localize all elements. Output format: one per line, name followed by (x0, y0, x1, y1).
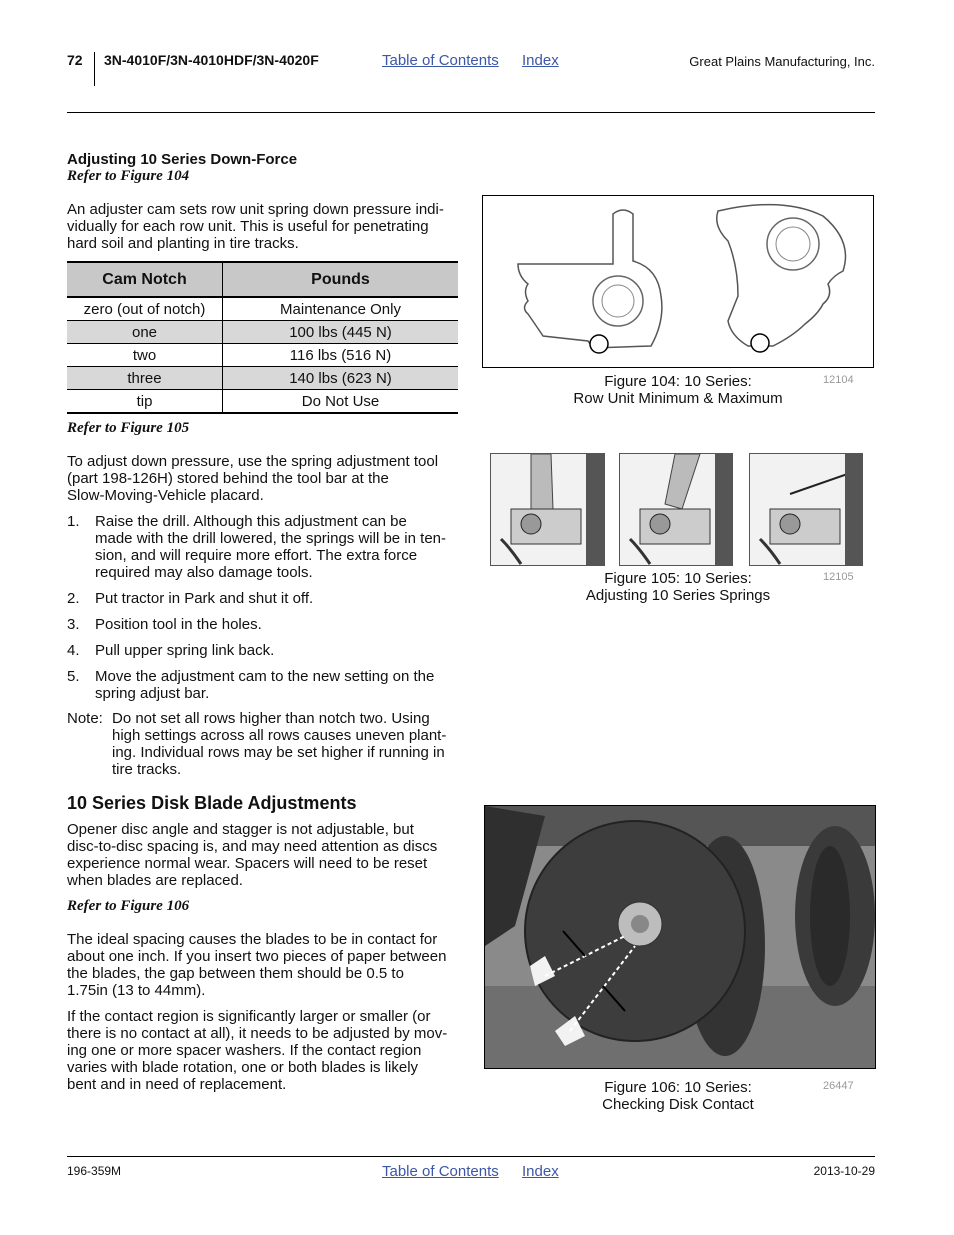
text-line: ing. Individual rows may be set higher if running in (112, 744, 445, 761)
text-line: hard soil and planting in tire tracks. (67, 235, 299, 252)
spring-photo (620, 454, 732, 565)
section-heading-down-force: Adjusting 10 Series Down-Force (67, 151, 298, 168)
table-cell: 116 lbs (516 N) (223, 344, 459, 367)
text-line: there is no contact at all), it needs to be adjusted by mov- (67, 1025, 448, 1042)
caption-line: Figure 104: 10 Series: (604, 373, 752, 390)
footer-rule (67, 1156, 875, 1157)
table-cell: 140 lbs (623 N) (223, 367, 459, 390)
caption-line: Checking Disk Contact (602, 1096, 754, 1113)
text-line: disc-to-disc spacing is, and may need attention as discs (67, 838, 438, 855)
text-line: the blades, the gap between them should be 0.5 to (67, 965, 404, 982)
header-rule (67, 112, 875, 113)
index-link[interactable]: Index (522, 52, 559, 69)
caption-line: Figure 106: 10 Series: (604, 1079, 752, 1096)
caption-line: Row Unit Minimum & Maximum (573, 390, 783, 407)
cam-notch-table (67, 261, 458, 414)
disk-paragraph-3 (67, 1008, 458, 1093)
figure-104-caption (482, 373, 874, 407)
text-line: Position tool in the holes. (95, 616, 262, 633)
text-line: Opener disc angle and stagger is not adjustable, but (67, 821, 414, 838)
footer-toc-link[interactable]: Table of Contents (382, 1163, 499, 1180)
figure-reference: Refer to Figure 106 (67, 898, 190, 914)
disk-contact-photo (485, 806, 875, 1068)
figure-105-caption (482, 570, 874, 604)
figure-105-photo-3 (749, 453, 863, 566)
caption-line: Figure 105: 10 Series: (604, 570, 752, 587)
header-divider (94, 52, 95, 86)
text-line: spring adjust bar. (95, 685, 210, 702)
text-line: vidually for each row unit. This is useful for penetrating (67, 218, 429, 235)
spring-photo (750, 454, 862, 565)
list-item (67, 668, 458, 702)
text-line: required may also damage tools. (95, 564, 313, 581)
text-line: tire tracks. (112, 761, 182, 778)
text-line: varies with blade rotation, one or both blades is likely (67, 1059, 419, 1076)
list-item (67, 513, 458, 581)
publication-date: 2013-10-29 (813, 1164, 875, 1178)
table-cell: tip (67, 390, 223, 414)
figure-106-caption (482, 1079, 874, 1113)
text-line: experience normal wear. Spacers will need to be reset (67, 855, 428, 872)
figure-105-photo-1 (490, 453, 605, 566)
text-line: sion, and will require more effort. The extra force (95, 547, 418, 564)
disk-paragraph-1 (67, 821, 458, 889)
text-line: The ideal spacing causes the blades to be in contact for (67, 931, 438, 948)
table-row (67, 321, 458, 344)
step-number: 1. (67, 513, 80, 530)
table-cell: one (67, 321, 223, 344)
disk-paragraph-2 (67, 931, 458, 999)
intro-paragraph (67, 201, 458, 252)
table-header-row (67, 262, 458, 297)
figure-reference: Refer to Figure 104 (67, 168, 190, 184)
table-cell: Maintenance Only (223, 297, 459, 321)
text-line: Pull upper spring link back. (95, 642, 275, 659)
text-line: when blades are replaced. (67, 872, 243, 889)
text-line: Raise the drill. Although this adjustment can be (95, 513, 407, 530)
caption-line: Adjusting 10 Series Springs (585, 587, 771, 604)
column-header: Cam Notch (67, 262, 223, 297)
figure-104-illustration (482, 195, 874, 368)
text-line: If the contact region is significantly larger or smaller (or (67, 1008, 431, 1025)
text-line: (part 198-126H) stored behind the tool bar at the (67, 470, 389, 487)
text-line: Slow-Moving-Vehicle placard. (67, 487, 264, 504)
figure-number: 26447 (823, 1080, 854, 1092)
list-item (67, 616, 458, 633)
step-number: 3. (67, 616, 80, 633)
text-line: made with the drill lowered, the springs will be in ten- (95, 530, 446, 547)
step-number: 5. (67, 668, 80, 685)
figure-number: 12105 (823, 571, 854, 583)
table-cell: two (67, 344, 223, 367)
step-number: 4. (67, 642, 80, 659)
adjust-paragraph (67, 453, 458, 504)
text-line: ing one or more spacer washers. If the contact region (67, 1042, 422, 1059)
table-cell: 100 lbs (445 N) (223, 321, 459, 344)
text-line: Put tractor in Park and shut it off. (95, 590, 314, 607)
text-line: about one inch. If you insert two pieces of paper between (67, 948, 447, 965)
figure-reference: Refer to Figure 105 (67, 420, 190, 436)
table-cell: zero (out of notch) (67, 297, 223, 321)
table-cell: Do Not Use (223, 390, 459, 414)
spring-photo (491, 454, 604, 565)
text-line: An adjuster cam sets row unit spring down pressure indi- (67, 201, 444, 218)
text-line: Do not set all rows higher than notch two. Using (112, 710, 430, 727)
figure-number: 12104 (823, 374, 854, 386)
list-item (67, 590, 458, 607)
column-header: Pounds (223, 262, 459, 297)
text-line: high settings across all rows causes uneven plant- (112, 727, 447, 744)
footer-index-link[interactable]: Index (522, 1163, 559, 1180)
model-title: 3N-4010F/3N-4010HDF/3N-4020F (104, 52, 319, 68)
note (67, 710, 458, 778)
list-item (67, 642, 458, 659)
figure-106-photo (484, 805, 876, 1069)
text-line: Move the adjustment cam to the new setting on the (95, 668, 435, 685)
text-line: bent and in need of replacement. (67, 1076, 287, 1093)
section-heading-disk-blade: 10 Series Disk Blade Adjustments (67, 793, 357, 813)
table-row (67, 367, 458, 390)
document-number: 196-359M (67, 1164, 122, 1178)
toc-link[interactable]: Table of Contents (382, 52, 499, 69)
page-number: 72 (67, 52, 83, 68)
cam-drawing (483, 196, 873, 367)
text-line: To adjust down pressure, use the spring adjustment tool (67, 453, 439, 470)
figure-105-photo-2 (619, 453, 733, 566)
table-row (67, 390, 458, 414)
table-cell: three (67, 367, 223, 390)
table-row (67, 344, 458, 367)
company-name: Great Plains Manufacturing, Inc. (689, 54, 875, 69)
step-number: 2. (67, 590, 80, 607)
steps-list (67, 513, 458, 702)
note-label: Note: (67, 710, 103, 727)
text-line: 1.75in (13 to 44mm). (67, 982, 206, 999)
table-row (67, 297, 458, 321)
